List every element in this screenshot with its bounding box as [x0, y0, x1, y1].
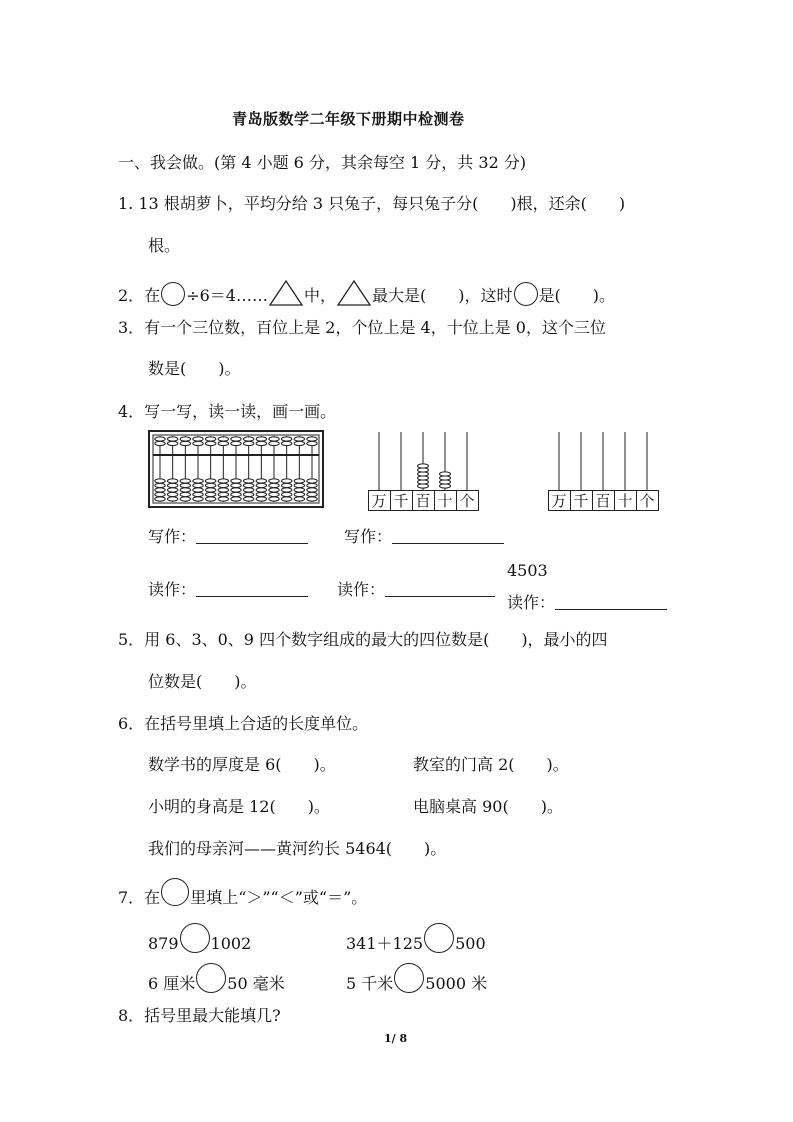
abacus-bead — [281, 441, 291, 445]
counter-bead — [440, 472, 451, 476]
abacus-bead — [231, 479, 241, 483]
abacus-bead — [243, 497, 253, 501]
abacus-bead — [269, 437, 279, 441]
abacus-bead — [231, 437, 241, 441]
place-label: 万 — [551, 492, 567, 510]
page-number: 1/ 8 — [384, 1032, 408, 1045]
answer-blank[interactable] — [196, 529, 308, 544]
compare-c — [148, 963, 285, 994]
question-2-text-2: ÷6＝4…… — [186, 286, 268, 305]
abacus-bead — [307, 497, 317, 501]
abacus-bead — [155, 441, 165, 445]
abacus-bead — [205, 492, 215, 496]
place-label: 百 — [595, 492, 611, 510]
abacus-bead — [256, 483, 266, 487]
abacus-bead — [155, 437, 165, 441]
question-3-line-2: 数是( )。 — [148, 359, 241, 378]
abacus-bead — [269, 483, 279, 487]
read-row-2 — [337, 577, 495, 600]
abacus-bead — [231, 441, 241, 445]
abacus-bead — [231, 488, 241, 492]
question-2 — [118, 279, 615, 307]
section-heading: 一、我会做。(第 4 小题 6 分，其余每空 1 分，共 32 分) — [118, 153, 527, 172]
abacus-bead — [294, 483, 304, 487]
abacus-bead — [167, 483, 177, 487]
abacus-bead — [180, 497, 190, 501]
abacus-bead — [167, 497, 177, 501]
place-label: 万 — [371, 492, 387, 510]
abacus-bead — [155, 479, 165, 483]
abacus-bead — [167, 437, 177, 441]
abacus-bead — [180, 483, 190, 487]
abacus-bead — [218, 479, 228, 483]
abacus-bead — [294, 488, 304, 492]
place-label: 十 — [617, 492, 633, 510]
abacus-bead — [243, 488, 253, 492]
triangle-icon — [336, 279, 372, 307]
abacus-bead — [193, 497, 203, 501]
abacus-bead — [167, 441, 177, 445]
circle-icon — [161, 878, 189, 906]
abacus-bead — [243, 483, 253, 487]
abacus-bead — [180, 492, 190, 496]
abacus-bead — [281, 483, 291, 487]
place-label: 百 — [415, 492, 431, 510]
abacus-bead — [307, 492, 317, 496]
compare-left: 341＋125 — [346, 934, 424, 953]
compare-a — [148, 923, 251, 953]
counter-1-image — [368, 432, 480, 512]
abacus-bead — [193, 479, 203, 483]
question-1-line-2: 根。 — [148, 236, 181, 255]
question-2-text-4: 最大是( )，这时 — [372, 286, 513, 305]
abacus-bead — [281, 479, 291, 483]
abacus-bead — [218, 483, 228, 487]
abacus-bead — [307, 437, 317, 441]
read-label: 读作： — [337, 580, 386, 599]
compare-left: 5 千米 — [346, 974, 394, 993]
abacus-bead — [155, 488, 165, 492]
abacus-bead — [180, 488, 190, 492]
abacus-bead — [218, 492, 228, 496]
abacus-image — [148, 430, 324, 508]
compare-d — [346, 963, 487, 994]
abacus-bead — [218, 437, 228, 441]
question-2-text-1: 在 — [144, 286, 161, 305]
abacus-bead — [218, 441, 228, 445]
circle-icon — [161, 282, 185, 306]
question-6-item-c: 小明的身高是 12( )。 — [148, 797, 330, 816]
abacus-bead — [155, 483, 165, 487]
abacus-bead — [205, 437, 215, 441]
abacus-bead — [205, 488, 215, 492]
question-6-item-b: 教室的门高 2( )。 — [413, 755, 569, 774]
abacus-bead — [307, 488, 317, 492]
abacus-bead — [243, 441, 253, 445]
compare-circle[interactable] — [424, 923, 454, 953]
question-2-number: 2． — [118, 286, 145, 305]
abacus-bead — [231, 492, 241, 496]
abacus-bead — [155, 497, 165, 501]
write-row-1 — [148, 524, 308, 547]
abacus-bead — [256, 437, 266, 441]
compare-circle[interactable] — [394, 963, 424, 993]
abacus-bead — [243, 492, 253, 496]
abacus-bead — [281, 437, 291, 441]
question-5-line-1: 5．用 6、3、0、9 四个数字组成的最大的四位数是( )，最小的四 — [118, 630, 608, 649]
compare-right: 1002 — [210, 934, 252, 953]
question-5-line-2: 位数是( )。 — [148, 672, 257, 691]
abacus-bead — [294, 479, 304, 483]
write-label: 写作： — [148, 527, 197, 546]
given-number: 4503 — [507, 561, 548, 580]
place-label: 千 — [393, 492, 409, 510]
abacus-bead — [256, 497, 266, 501]
abacus-bead — [294, 441, 304, 445]
abacus-bead — [307, 483, 317, 487]
abacus-bead — [167, 488, 177, 492]
question-2-text-3: 中， — [303, 286, 336, 305]
abacus-bead — [193, 437, 203, 441]
question-1-line-1: 1. 13 根胡萝卜，平均分给 3 只兔子，每只兔子分( )根，还余( ) — [118, 194, 626, 213]
abacus-bead — [294, 437, 304, 441]
answer-blank[interactable] — [196, 582, 308, 597]
abacus-bead — [167, 492, 177, 496]
read-label: 读作： — [507, 593, 556, 612]
question-4-line: 4．写一写，读一读，画一画。 — [118, 402, 337, 421]
abacus-bead — [231, 497, 241, 501]
abacus-bead — [205, 441, 215, 445]
triangle-icon — [268, 279, 304, 307]
counter-bead — [418, 464, 429, 468]
abacus-bead — [269, 497, 279, 501]
abacus-bead — [281, 492, 291, 496]
abacus-bead — [281, 497, 291, 501]
compare-b — [346, 923, 486, 954]
abacus-bead — [256, 492, 266, 496]
abacus-bead — [256, 488, 266, 492]
question-7-line — [118, 878, 367, 908]
question-3-line-1: 3．有一个三位数，百位上是 2，个位上是 4，十位上是 0，这个三位 — [118, 318, 606, 337]
write-label: 写作： — [344, 527, 393, 546]
place-label: 个 — [459, 492, 475, 510]
compare-right: 500 — [455, 934, 486, 953]
abacus-bead — [231, 483, 241, 487]
compare-right: 50 毫米 — [227, 974, 285, 993]
place-label: 个 — [639, 492, 655, 510]
answer-blank[interactable] — [392, 529, 504, 544]
compare-right: 5000 米 — [425, 974, 488, 993]
abacus-bead — [218, 497, 228, 501]
read-row-3 — [507, 590, 667, 613]
question-7-text-1: 7．在 — [118, 888, 161, 907]
question-8-line: 8．括号里最大能填几? — [118, 1006, 281, 1025]
question-6-item-a: 数学书的厚度是 6( )。 — [148, 755, 336, 774]
question-6-item-e: 我们的母亲河——黄河约长 5464( )。 — [148, 839, 447, 858]
compare-circle[interactable] — [180, 923, 210, 953]
abacus-bead — [269, 441, 279, 445]
question-6-line: 6．在括号里填上合适的长度单位。 — [118, 714, 369, 733]
page-title: 青岛版数学二年级下册期中检测卷 — [232, 110, 465, 128]
abacus-bead — [193, 483, 203, 487]
abacus-bead — [307, 479, 317, 483]
read-label: 读作： — [148, 580, 197, 599]
compare-left: 6 厘米 — [148, 974, 196, 993]
abacus-bead — [193, 492, 203, 496]
question-2-text-5: 是( )。 — [538, 286, 615, 305]
abacus-bead — [256, 441, 266, 445]
abacus-bead — [167, 479, 177, 483]
abacus-bead — [155, 492, 165, 496]
abacus-bead — [256, 479, 266, 483]
abacus-bead — [205, 483, 215, 487]
read-row-1 — [148, 577, 308, 600]
abacus-bead — [180, 441, 190, 445]
abacus-bead — [193, 441, 203, 445]
abacus-bead — [180, 479, 190, 483]
question-7-text-2: 里填上“＞”“＜”或“＝”。 — [190, 888, 368, 907]
abacus-bead — [243, 437, 253, 441]
circle-icon — [514, 282, 538, 306]
abacus-bead — [269, 488, 279, 492]
abacus-bead — [281, 488, 291, 492]
abacus-bead — [243, 479, 253, 483]
answer-blank[interactable] — [385, 582, 495, 597]
abacus-bead — [193, 488, 203, 492]
abacus-bead — [269, 492, 279, 496]
place-label: 千 — [573, 492, 589, 510]
place-label: 十 — [437, 492, 453, 510]
abacus-bead — [294, 497, 304, 501]
counter-2-image — [548, 432, 660, 512]
abacus-bead — [180, 437, 190, 441]
abacus-bead — [269, 479, 279, 483]
abacus-bead — [294, 492, 304, 496]
compare-left: 879 — [148, 934, 179, 953]
abacus-bead — [205, 479, 215, 483]
abacus-bead — [218, 488, 228, 492]
compare-circle[interactable] — [196, 963, 226, 993]
abacus-bead — [307, 441, 317, 445]
abacus-bead — [205, 497, 215, 501]
answer-blank[interactable] — [555, 595, 667, 610]
write-row-2 — [344, 524, 504, 547]
question-6-item-d: 电脑桌高 90( )。 — [413, 797, 563, 816]
